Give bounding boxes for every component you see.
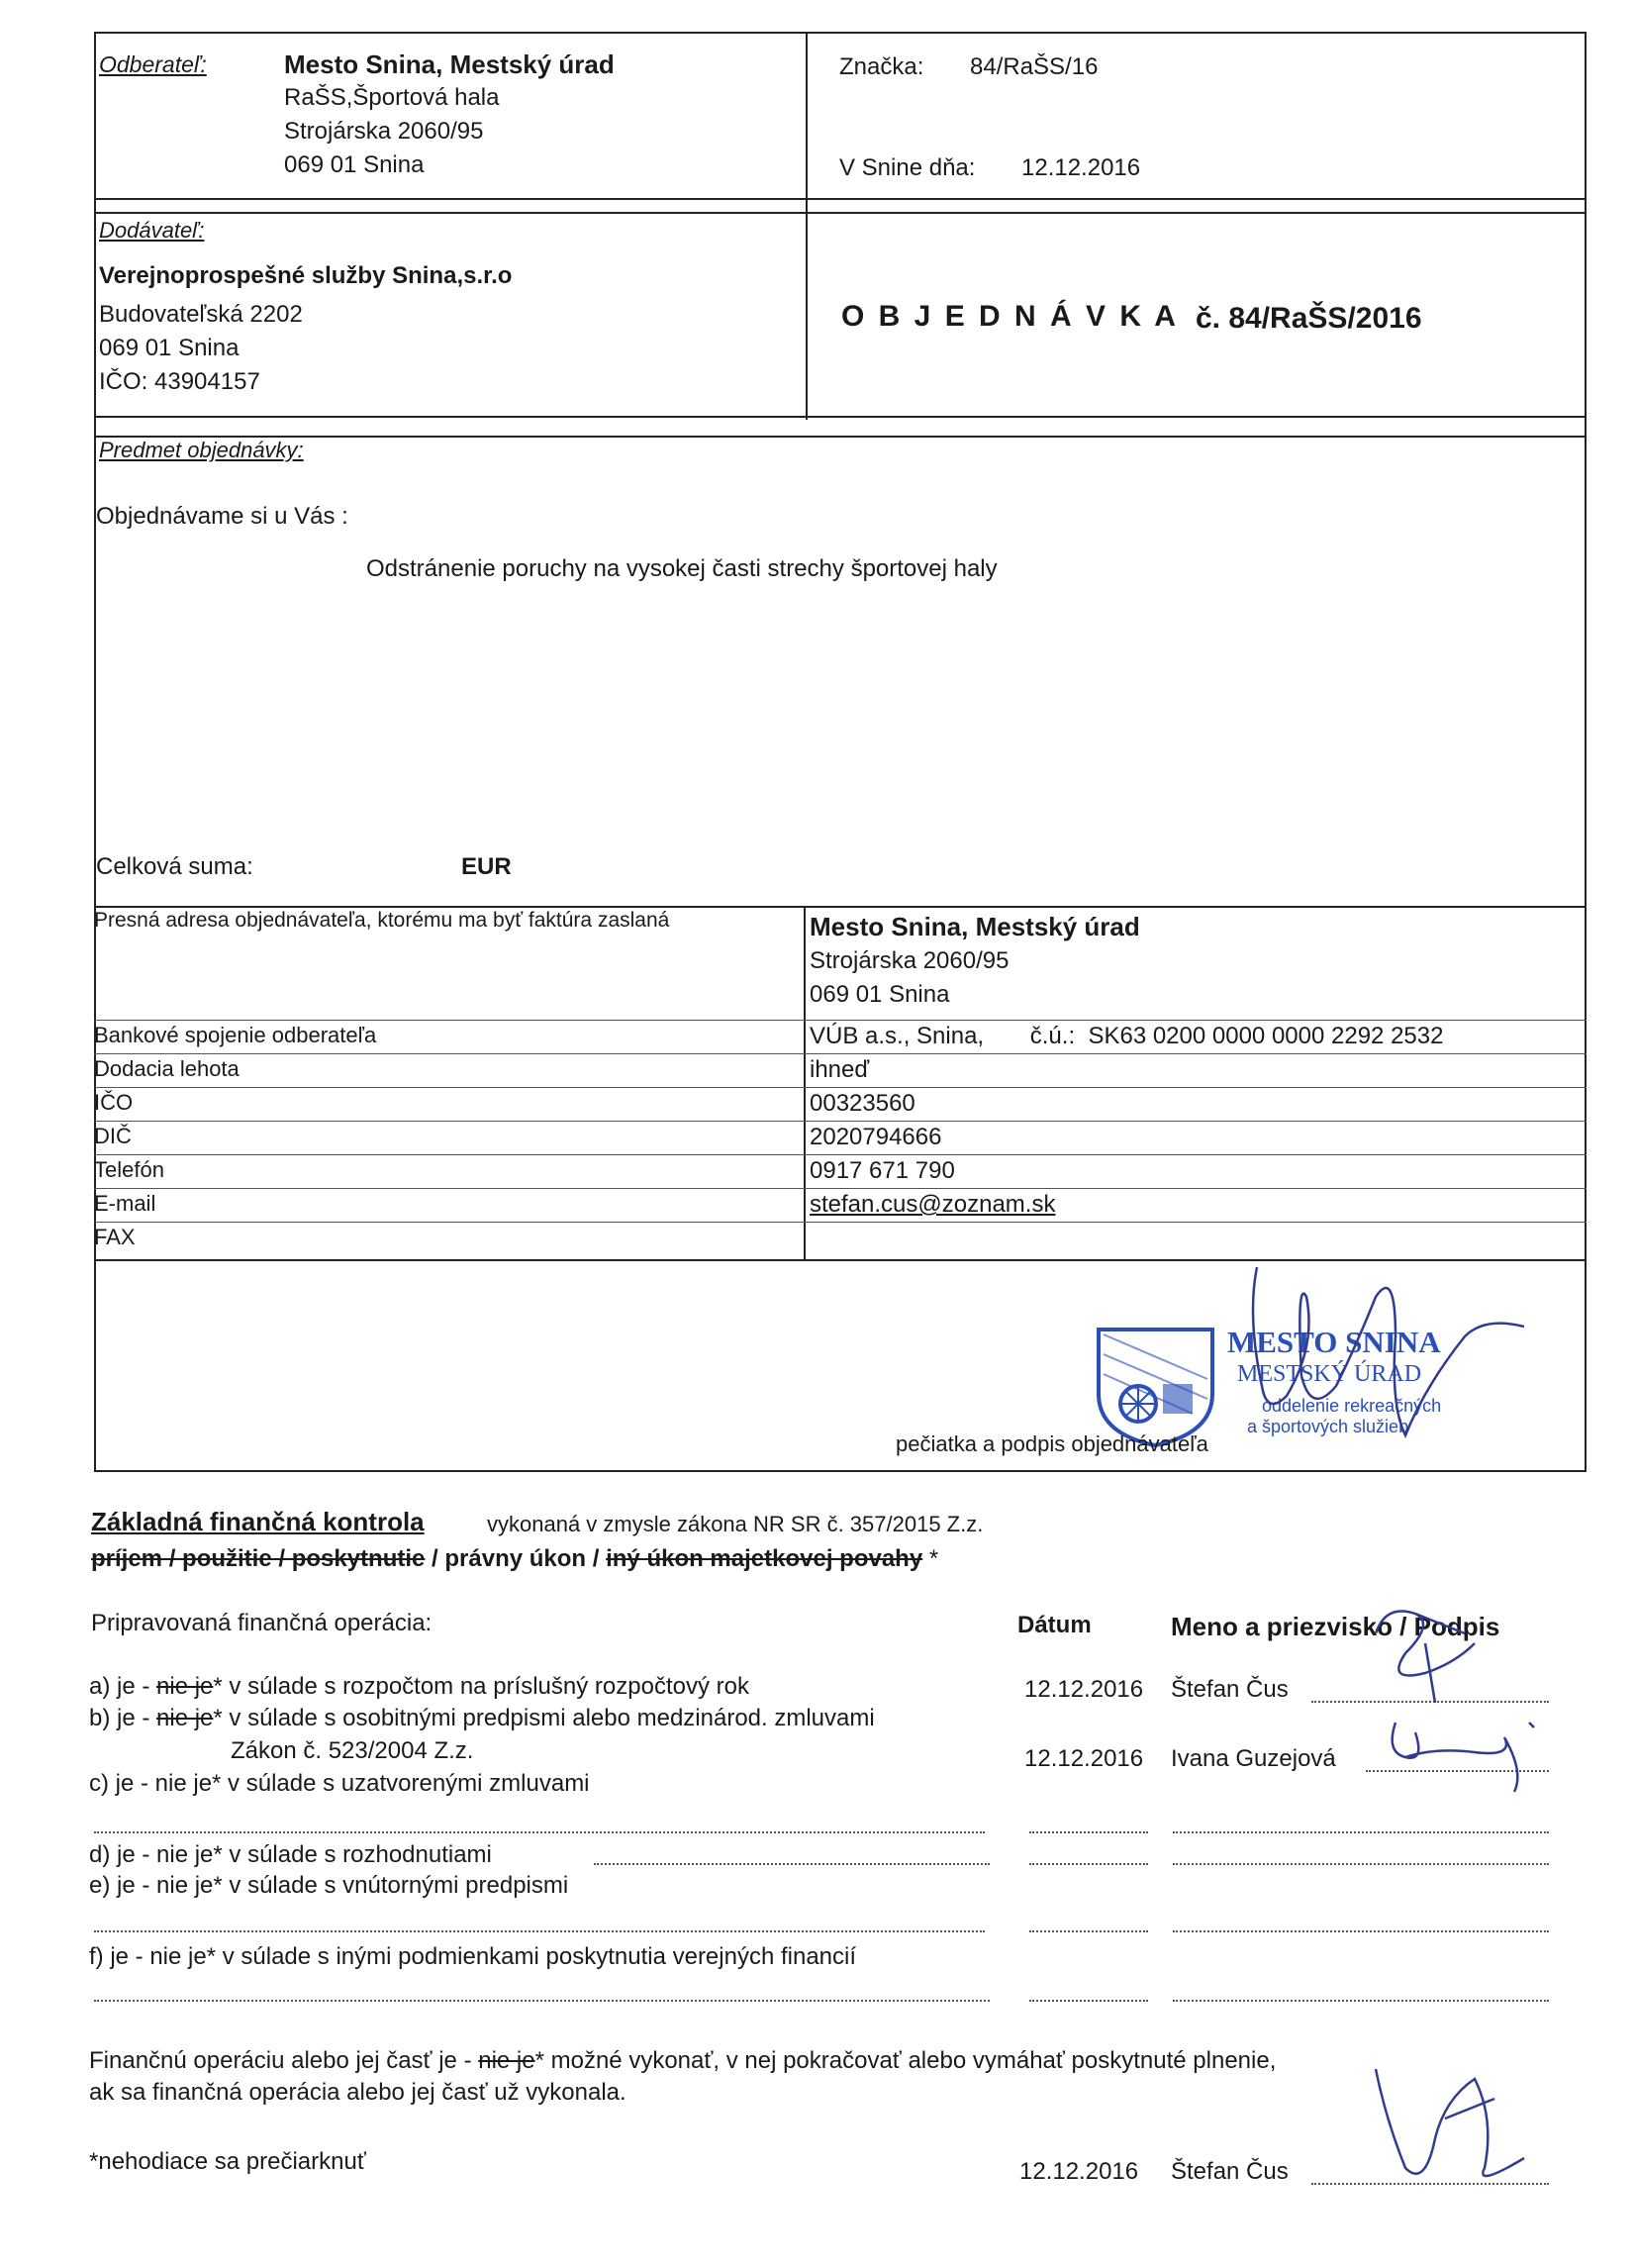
phone-label: Telefón [94, 1157, 164, 1182]
supplier-divider-1 [94, 416, 1587, 418]
znacka-label: Značka: [839, 53, 924, 80]
stamp-line3: oddelenie rekreačných [1262, 1396, 1442, 1416]
item-d-date-line [1029, 1863, 1148, 1865]
item-b-sub: Zákon č. 523/2004 Z.z. [231, 1737, 474, 1764]
details-vertical-divider [804, 906, 806, 1260]
footnote: *nehodiace sa prečiarknuť [89, 2148, 366, 2175]
address-line3: 069 01 Snina [810, 981, 950, 1008]
row-line-1 [94, 1053, 1587, 1054]
delivery-label: Dodacia lehota [94, 1056, 240, 1081]
item-c-date-line [1029, 1831, 1148, 1833]
item-c: c) je - nie je* v súlade s uzatvorenými zmluvami [89, 1770, 590, 1797]
final-line2: ak sa finančná operácia alebo jej časť už vykonala. [89, 2079, 626, 2106]
col-name: Meno a priezvisko / Podpis [1171, 1612, 1500, 1641]
final-date: 12.12.2016 [1019, 2158, 1139, 2185]
date-label: V Snine dňa: [839, 154, 976, 181]
signature-final-icon [1366, 2059, 1544, 2198]
supplier-line3: 069 01 Snina [99, 335, 240, 361]
frame-top [94, 32, 1587, 34]
item-e-line [94, 1930, 985, 1932]
stamp-line1: MESTO SNINA [1227, 1325, 1441, 1359]
supplier-line4: IČO: 43904157 [99, 368, 260, 395]
coat-of-arms-icon [1094, 1325, 1217, 1448]
control-line2-end: * [922, 1545, 939, 1572]
address-name: Mesto Snina, Mestský úrad [810, 912, 1140, 941]
odberatel-line2: RaŠS,Športová hala [284, 84, 500, 111]
header-vertical-divider [806, 32, 808, 420]
order-signature-icon [1227, 1257, 1524, 1455]
row-line-4 [94, 1154, 1587, 1155]
item-c-line [94, 1831, 985, 1833]
row-line-5 [94, 1188, 1587, 1189]
sum-label: Celková suma: [96, 853, 253, 880]
final-statement: Finančnú operáciu alebo jej časť je - nie je* možné vykonať, v nej pokračovať alebo vymáhať poskytnuté plnenie, [89, 2047, 1277, 2074]
item-a: a) je - nie je* v súlade s rozpočtom na príslušný rozpočtový rok [89, 1673, 749, 1700]
dic-label: DIČ [94, 1124, 132, 1148]
delivery-value: ihneď [810, 1056, 870, 1083]
item-e-date-line [1029, 1930, 1148, 1932]
control-title-rest: vykonaná v zmysle zákona NR SR č. 357/2015 Z.z. [487, 1512, 984, 1536]
subject-text: Odstránenie poruchy na vysokej časti strechy športovej haly [366, 555, 998, 582]
address-line2: Strojárska 2060/95 [810, 947, 1010, 974]
control-line2-struck2: iný úkon majetkovej povahy [606, 1545, 923, 1572]
email-value[interactable]: stefan.cus@zoznam.sk [810, 1191, 1056, 1218]
odberatel-label: Odberateľ: [99, 51, 207, 77]
item-c-sign-line [1173, 1831, 1549, 1833]
bank-label: Bankové spojenie odberateľa [94, 1023, 377, 1047]
subject-intro: Objednávame si u Vás : [96, 503, 348, 530]
stamp-caption: pečiatka a podpis objednávateľa [896, 1431, 1208, 1456]
item-d: d) je - nie je* v súlade s rozhodnutiami [89, 1841, 492, 1868]
frame-left [94, 32, 96, 1472]
odberatel-line4: 069 01 Snina [284, 151, 425, 178]
address-label: Presná adresa objednávateľa, ktorému ma byť faktúra zaslaná [94, 909, 670, 932]
subject-divider [94, 906, 1587, 908]
col-date: Dátum [1017, 1612, 1092, 1638]
znacka-value: 84/RaŠS/16 [970, 53, 1099, 80]
supplier-label: Dodávateľ: [99, 218, 205, 243]
supplier-name: Verejnoprospešné služby Snina,s.r.o [99, 262, 513, 289]
email-label: E-mail [94, 1191, 156, 1216]
item-f: f) je - nie je* v súlade s inými podmienkami poskytnutia verejných financií [89, 1943, 857, 1970]
ico-value: 00323560 [810, 1090, 915, 1117]
item-b-name: Ivana Guzejová [1171, 1745, 1336, 1772]
item-f-sign-line [1173, 2000, 1549, 2002]
dic-value: 2020794666 [810, 1124, 942, 1150]
final-name: Štefan Čus [1171, 2158, 1289, 2185]
item-b-date: 12.12.2016 [1024, 1745, 1144, 1772]
row-line-2 [94, 1087, 1587, 1088]
odberatel-line3: Strojárska 2060/95 [284, 118, 484, 145]
order-number: č. 84/RaŠS/2016 [1196, 302, 1422, 335]
control-line2 [91, 1545, 938, 1573]
sum-currency: EUR [461, 853, 512, 880]
control-line2-mid: / právny úkon / [425, 1545, 607, 1572]
fax-label: FAX [94, 1225, 136, 1249]
op-label: Pripravovaná finančná operácia: [91, 1610, 433, 1636]
row-line-3 [94, 1121, 1587, 1122]
ico-label: IČO [94, 1090, 134, 1115]
item-d-line [594, 1863, 990, 1865]
supplier-divider-2 [94, 436, 1587, 438]
item-f-date-line [1029, 2000, 1148, 2002]
signature-a-icon [1356, 1594, 1534, 1723]
frame-right [1585, 32, 1587, 1472]
row-line-0 [94, 1020, 1587, 1021]
header-divider-2 [94, 212, 1587, 214]
stamp-line2: MESTSKÝ ÚRAD [1237, 1361, 1422, 1387]
control-line2-struck1: príjem / použitie / poskytnutie [91, 1545, 426, 1572]
signature-b-icon [1356, 1713, 1564, 1802]
item-a-name: Štefan Čus [1171, 1676, 1289, 1703]
row-line-6 [94, 1222, 1587, 1223]
subject-label: Predmet objednávky: [99, 438, 304, 462]
item-e: e) je - nie je* v súlade s vnútornými predpismi [89, 1872, 569, 1899]
order-title: O B J E D N Á V K A [841, 300, 1179, 333]
date-value: 12.12.2016 [1021, 154, 1141, 181]
header-divider-1 [94, 198, 1587, 200]
item-b: b) je - nie je* v súlade s osobitnými predpismi alebo medzinárod. zmluvami [89, 1705, 875, 1731]
item-d-sign-line [1173, 1863, 1549, 1865]
item-a-date: 12.12.2016 [1024, 1676, 1144, 1703]
supplier-line2: Budovateľská 2202 [99, 301, 303, 328]
frame-bottom [94, 1470, 1587, 1472]
item-f-line [94, 2000, 990, 2002]
stamp-line4: a športových služieb [1247, 1417, 1409, 1436]
bank-value: VÚB a.s., Snina, č.ú.: SK63 0200 0000 0000 2292 2532 [810, 1023, 1444, 1049]
odberatel-name: Mesto Snina, Mestský úrad [284, 49, 615, 79]
phone-value: 0917 671 790 [810, 1157, 955, 1184]
item-e-sign-line [1173, 1930, 1549, 1932]
control-title: Základná finančná kontrola [91, 1507, 425, 1536]
